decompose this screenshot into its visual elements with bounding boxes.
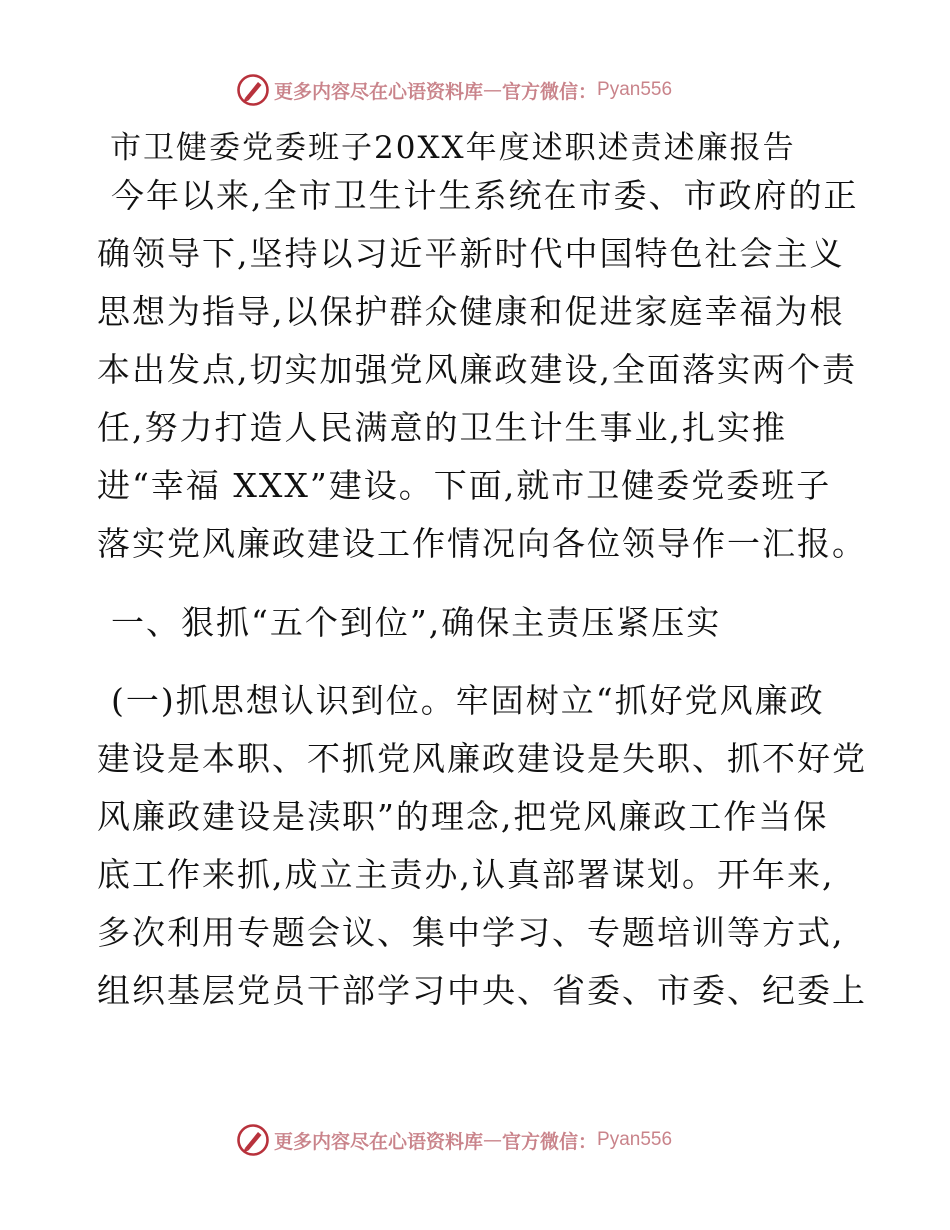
watermark-separator: — xyxy=(483,79,503,101)
watermark-wechat-label: 官方微信： xyxy=(502,80,598,103)
paragraph-line: 落实党风廉政建设工作情况向各位领导作一汇报。 xyxy=(97,524,867,563)
paragraph-line: 建设是本职、不抓党风廉政建设是失职、抓不好党 xyxy=(97,739,867,778)
watermark-site-text: 更多内容尽在心语资料库 xyxy=(274,1130,484,1153)
pen-logo-icon xyxy=(236,73,270,107)
paragraph-line: 今年以来,全市卫生计生系统在市委、市政府的正 xyxy=(111,176,859,215)
watermark-banner-bottom xyxy=(236,1123,672,1157)
section-heading: 一、狠抓“五个到位”,确保主责压紧压实 xyxy=(111,603,722,642)
paragraph-line: 多次利用专题会议、集中学习、专题培训等方式, xyxy=(97,913,845,952)
paragraph-line: 确领导下,坚持以习近平新时代中国特色社会主义 xyxy=(97,234,845,273)
paragraph-line: 任,努力打造人民满意的卫生计生事业,扎实推 xyxy=(97,408,787,447)
watermark-separator: — xyxy=(483,1129,503,1151)
paragraph-line: 思想为指导,以保护群众健康和促进家庭幸福为根 xyxy=(97,292,845,331)
document-title: 市卫健委党委班子20XX年度述职述责述廉报告 xyxy=(110,130,796,166)
paragraph-line: 底工作来抓,成立主责办,认真部署谋划。开年来, xyxy=(97,855,835,894)
watermark-banner-top xyxy=(236,73,672,107)
watermark-site-text: 更多内容尽在心语资料库 xyxy=(274,80,484,103)
watermark-wechat-id: Pyan556 xyxy=(597,79,673,100)
paragraph-line: 进“幸福 XXX”建设。下面,就市卫健委党委班子 xyxy=(97,466,832,505)
paragraph-line: (一)抓思想认识到位。牢固树立“抓好党风廉政 xyxy=(111,681,825,720)
paragraph-line: 风廉政建设是渎职”的理念,把党风廉政工作当保 xyxy=(97,797,829,836)
pen-logo-icon xyxy=(236,1123,270,1157)
paragraph-line: 本出发点,切实加强党风廉政建设,全面落实两个责 xyxy=(97,350,857,389)
watermark-wechat-id: Pyan556 xyxy=(597,1129,673,1150)
watermark-wechat-label: 官方微信： xyxy=(502,1130,598,1153)
paragraph-line: 组织基层党员干部学习中央、省委、市委、纪委上 xyxy=(97,971,867,1010)
